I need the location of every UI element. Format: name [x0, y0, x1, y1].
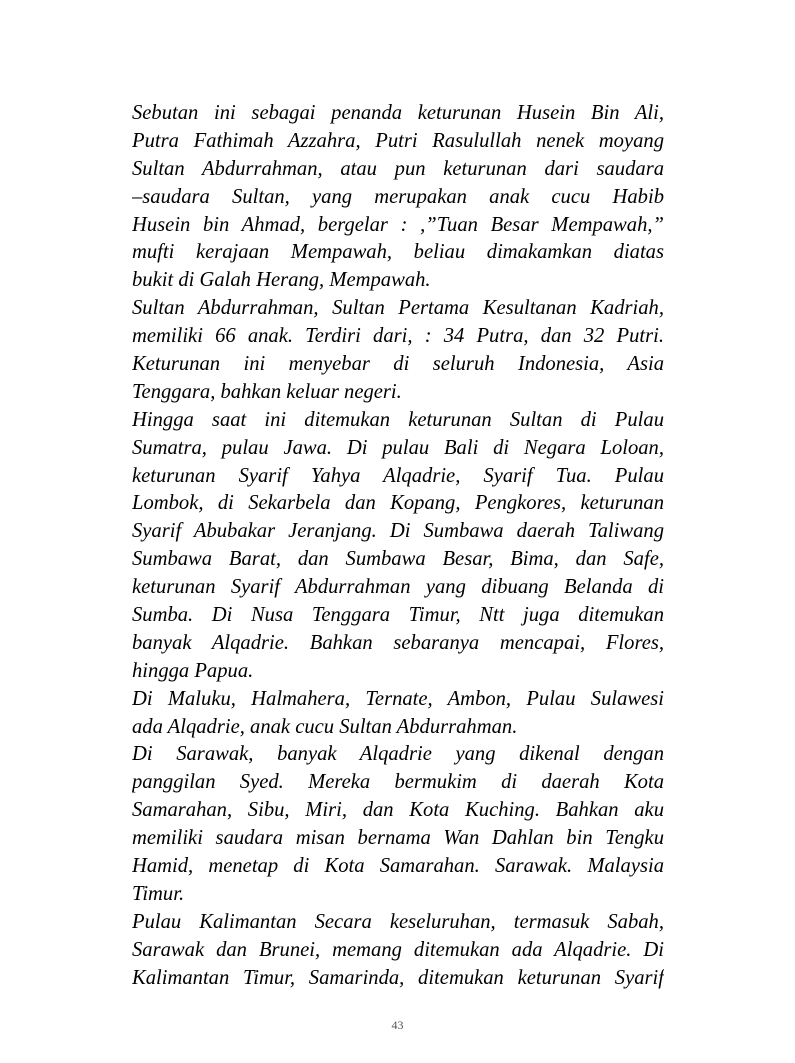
- body-text: [132, 100, 664, 993]
- text-line: Sebutan ini sebagai penanda keturunan Husein Bin Ali,: [132, 102, 664, 124]
- text-line: memiliki saudara misan bernama Wan Dahlan bin Tengku: [132, 827, 664, 850]
- text-line: bukit di Galah Herang, Mempawah.: [132, 269, 431, 292]
- text-line: panggilan Syed. Mereka bermukim di daerah Kota: [132, 771, 664, 794]
- text-line: Hamid, menetap di Kota Samarahan. Sarawak. Malaysia: [132, 855, 664, 878]
- text-line: Husein bin Ahmad, bergelar : ,”Tuan Besar Mempawah,”: [132, 213, 664, 236]
- text-line: ada Alqadrie, anak cucu Sultan Abdurrahman.: [132, 715, 518, 738]
- text-line: hingga Papua.: [132, 659, 254, 682]
- text-line: Di Sarawak, banyak Alqadrie yang dikenal dengan: [132, 743, 664, 766]
- text-line: banyak Alqadrie. Bahkan sebaranya mencapai, Flores,: [132, 631, 664, 654]
- text-line: Timur.: [132, 882, 185, 905]
- text-line: Syarif Abubakar Jeranjang. Di Sumbawa daerah Taliwang: [132, 520, 664, 543]
- page-number: 43: [391, 1018, 404, 1032]
- text-line: Lombok, di Sekarbela dan Kopang, Pengkores, keturunan: [132, 492, 664, 515]
- text-line: –saudara Sultan, yang merupakan anak cucu Habib: [132, 185, 664, 208]
- text-line: Sumba. Di Nusa Tenggara Timur, Ntt juga ditemukan: [132, 604, 664, 627]
- text-line: Sarawak dan Brunei, memang ditemukan ada Alqadrie. Di: [132, 938, 664, 961]
- text-line: Kalimantan Timur, Samarinda, ditemukan keturunan Syarif: [132, 966, 664, 989]
- text-line: keturunan Syarif Yahya Alqadrie, Syarif Tua. Pulau: [132, 464, 664, 487]
- text-line: mufti kerajaan Mempawah, beliau dimakamkan diatas: [132, 241, 664, 264]
- text-line: keturunan Syarif Abdurrahman yang dibuang Belanda di: [132, 576, 664, 599]
- text-line: Sumbawa Barat, dan Sumbawa Besar, Bima, dan Safe,: [132, 548, 664, 571]
- text-line: Di Maluku, Halmahera, Ternate, Ambon, Pulau Sulawesi: [132, 687, 664, 710]
- text-line: Hingga saat ini ditemukan keturunan Sultan di Pulau: [132, 408, 664, 431]
- text-line: Keturunan ini menyebar di seluruh Indonesia, Asia: [132, 353, 664, 376]
- text-line: Samarahan, Sibu, Miri, dan Kota Kuching. Bahkan aku: [132, 799, 664, 822]
- text-line: Pulau Kalimantan Secara keseluruhan, termasuk Sabah,: [132, 910, 664, 933]
- text-line: Putra Fathimah Azzahra, Putri Rasulullah nenek moyang: [132, 129, 664, 152]
- text-line: Sultan Abdurrahman, atau pun keturunan dari saudara: [132, 157, 664, 180]
- text-line: Sultan Abdurrahman, Sultan Pertama Kesultanan Kadriah,: [132, 297, 664, 320]
- text-line: Sumatra, pulau Jawa. Di pulau Bali di Negara Loloan,: [132, 436, 664, 459]
- text-line: memiliki 66 anak. Terdiri dari, : 34 Putra, dan 32 Putri.: [132, 325, 664, 348]
- text-line: Tenggara, bahkan keluar negeri.: [132, 380, 402, 403]
